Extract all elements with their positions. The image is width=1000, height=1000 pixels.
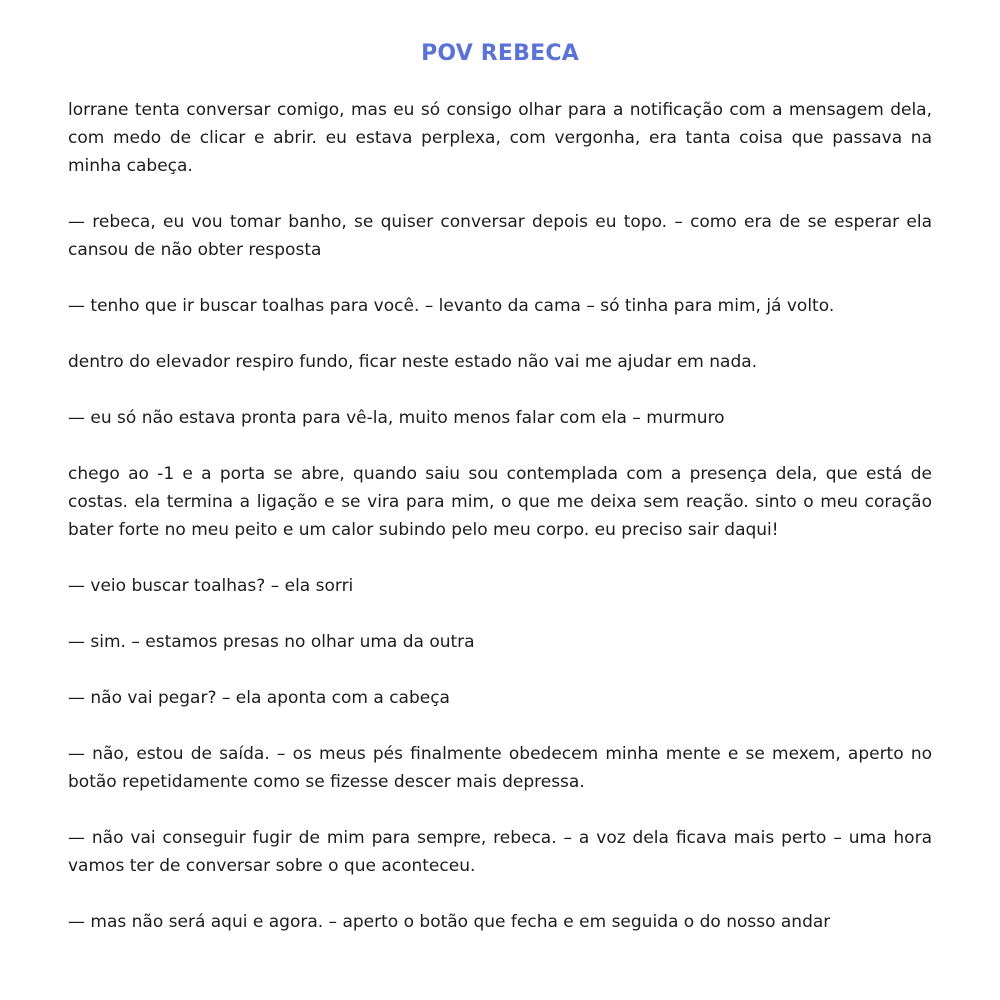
paragraph-12: — mas não será aqui e agora. – aperto o botão que fecha e em seguida o do nosso andar (68, 912, 831, 932)
paragraph-2: — rebeca, eu vou tomar banho, se quiser conversar depois eu topo. – como era de se esperar ela cansou de não obter resposta (68, 212, 932, 260)
paragraph-1: lorrane tenta conversar comigo, mas eu só consigo olhar para a notificação com a mensagem dela, com medo de clicar e abrir. eu estava perplexa, com vergonha, era tanta coisa que passava na minha cabeça. (68, 100, 932, 176)
paragraph-9: — não vai pegar? – ela aponta com a cabeça (68, 688, 450, 708)
chapter-title: POV REBECA (421, 41, 579, 66)
paragraph-5: — eu só não estava pronta para vê-la, muito menos falar com ela – murmuro (68, 408, 725, 428)
paragraph-8: — sim. – estamos presas no olhar uma da outra (68, 632, 475, 652)
paragraph-6: chego ao -1 e a porta se abre, quando saiu sou contemplada com a presença dela, que está de costas. ela termina a ligação e se vira para mim, o que me deixa sem reação. sinto o meu coração bater forte no meu peito e um calor subindo pelo meu corpo. eu preciso sair daqui! (68, 464, 932, 540)
paragraph-3: — tenho que ir buscar toalhas para você. – levanto da cama – só tinha para mim, já volto. (68, 296, 835, 316)
document-page (68, 38, 932, 964)
paragraph-10: — não, estou de saída. – os meus pés finalmente obedecem minha mente e se mexem, aperto no botão repetidamente como se fizesse descer mais depressa. (68, 744, 932, 792)
paragraph-7: — veio buscar toalhas? – ela sorri (68, 576, 354, 596)
paragraph-11: — não vai conseguir fugir de mim para sempre, rebeca. – a voz dela ficava mais perto – uma hora vamos ter de conversar sobre o que aconteceu. (68, 828, 932, 876)
paragraph-4: dentro do elevador respiro fundo, ficar neste estado não vai me ajudar em nada. (68, 352, 758, 372)
